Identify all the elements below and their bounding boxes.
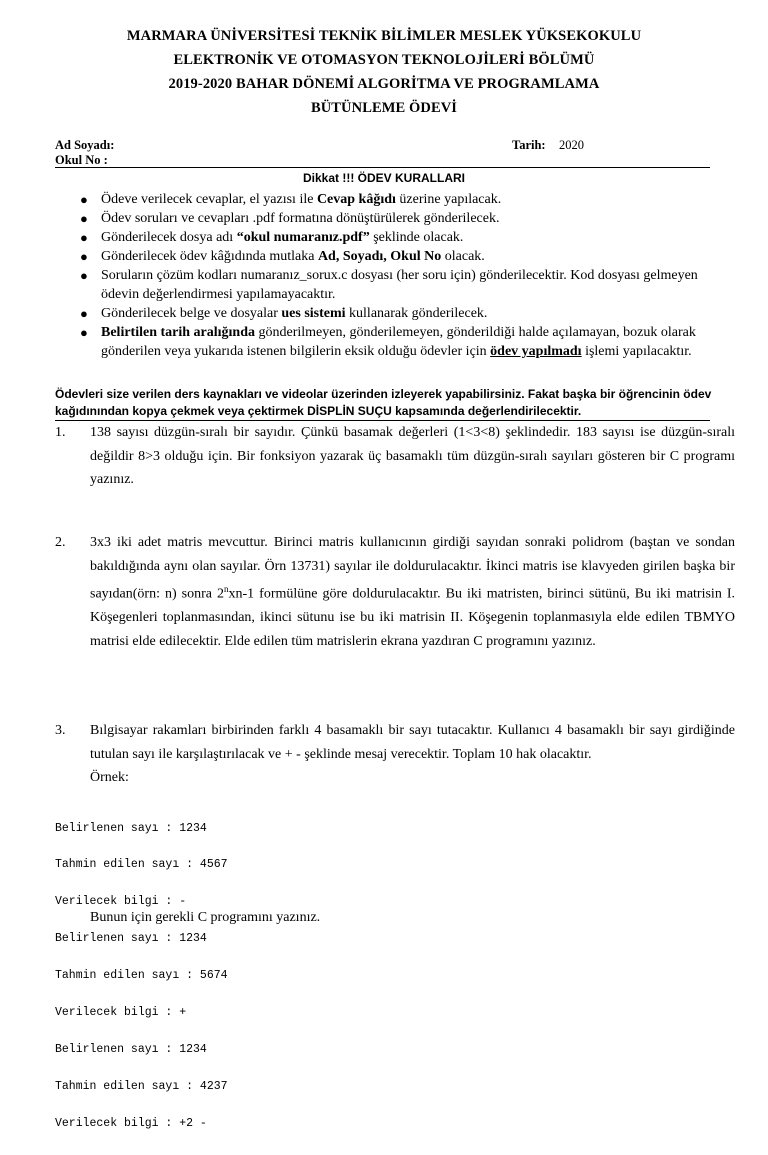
example-line: Verilecek bilgi : - <box>55 895 187 909</box>
example-line: Belirlenen sayı : 1234 <box>55 821 207 835</box>
list-item: ● Gönderilecek ödev kâğıdında mutlaka Ad, Soyadı, Okul No olacak. <box>80 249 485 264</box>
list-item: ● Gönderilecek dosya adı “okul numaranız.pdf” şeklinde olacak. <box>80 230 464 245</box>
header-department: ELEKTRONİK VE OTOMASYON TEKNOLOJİLERİ BÖLÜMÜ <box>173 52 595 68</box>
example-line: Tahmin edilen sayı : 5674 <box>55 969 228 983</box>
final-instruction: Bunun için gerekli C programını yazınız. <box>90 910 321 925</box>
plagiarism-warning: Ödevleri size verilen ders kaynakları ve videolar üzerinden izleyerek yapabilirsiniz. Fakat başka bir öğrencinin ödev kağıdınından kopya çekmek veya çektirmek DİSPLİN SUÇU kapsamında değerlendirilecektir. <box>55 387 712 418</box>
example-output <box>55 798 228 1155</box>
date-label: Tarih: <box>512 138 546 152</box>
example-line: Belirlenen sayı : 1234 <box>55 932 207 946</box>
list-item: ● Ödev soruları ve cevapları .pdf formatına dönüştürülerek gönderilecek. <box>80 211 500 226</box>
bullet-icon: ● <box>80 268 88 283</box>
name-label: Ad Soyadı: <box>55 138 115 152</box>
bullet-icon: ● <box>80 230 88 245</box>
header-university: MARMARA ÜNİVERSİTESİ TEKNİK BİLİMLER MESLEK YÜKSEKOKULU <box>126 28 642 44</box>
example-line: Tahmin edilen sayı : 4567 <box>55 858 228 872</box>
question-number: 2. <box>55 535 66 550</box>
example-line: Belirlenen sayı : 1234 <box>55 1042 207 1056</box>
list-item: ● Gönderilecek belge ve dosyalar ues sistemi kullanarak gönderilecek. <box>80 306 488 321</box>
example-line: Tahmin edilen sayı : 4237 <box>55 1079 228 1093</box>
rules-list <box>78 190 718 361</box>
question-2 <box>55 531 735 653</box>
bullet-icon: ● <box>80 211 88 226</box>
header-exam-title: BÜTÜNLEME ÖDEVİ <box>310 100 458 116</box>
example-line: Verilecek bilgi : +2 - <box>55 1116 207 1130</box>
example-line: Verilecek bilgi : + <box>55 1006 187 1020</box>
question-number: 1. <box>55 425 66 440</box>
example-label: Örnek: <box>90 770 129 785</box>
bullet-icon: ● <box>80 249 88 264</box>
date-value: 2020 <box>559 138 584 152</box>
bullet-icon: ● <box>80 306 88 321</box>
question-text: Bılgisayar rakamları birbirinden farklı 4 basamaklı bir sayı tutacaktır. Kullanıcı 4 basamaklı bir sayı girdiğinde tutulan sayı ile karşılaştırılacak ve + - şeklinde mesaj verecektir. Toplam 10 hak olacaktır. <box>90 723 735 762</box>
list-item: ● Soruların çözüm kodları numaranız_sorux.c dosyası (her soru için) gönderilecektir. Kod dosyası gelmeyen ödevin değerlendirmesi yapılamayacaktır. <box>80 268 698 302</box>
list-item: ● Ödeve verilecek cevaplar, el yazısı ile Cevap kâğıdı üzerine yapılacak. <box>80 192 502 207</box>
divider-top <box>55 167 710 168</box>
list-item: ● Belirtilen tarih aralığında gönderilmeyen, gönderilemeyen, gönderildiği halde açılamayan, bozuk olarak gönderilen veya yukarıda istenen bilgilerin eksik olduğu ödevler için ödev yapılmadı işlemi yapılacaktır. <box>80 325 696 359</box>
question-text: 138 sayısı düzgün-sıralı bir sayıdır. Çünkü basamak değerleri (1<3<8) şeklindedir. 183 sayısı ise düzgün-sıralı değildir 8>3 olduğu için. Bir fonksiyon yazarak üç basamaklı tüm düzgün-sıralı sayıları gösteren bir C programı yazınız. <box>90 425 735 487</box>
question-number: 3. <box>55 723 66 738</box>
question-text: 3x3 iki adet matris mevcuttur. Birinci matris kullanıcının girdiği sayıdan sonraki polidrom (baştan ve sondan bakıldığında aynı olan sayılar. Örn 13731) sayılar ile doldurulacaktır. İkinci matris ise klavyeden girilen başka bir sayıdan(örn: n) sonra 2$^n$xn-1 formülüne göre doldurulacaktır. Bu iki matristen, birinci sütünü, Bu iki matrisin I. Köşegenleri toplanmasından, ikinci sütunu ise bu iki matrisin II. Köşegenin toplanmasıyla elde edilen TBMYO matrisi elde edilecektir. Elde edilen tüm matrislerin ekrana yazdıran C programını yazınız. <box>90 535 735 649</box>
rules-title: Dikkat !!! ÖDEV KURALLARI <box>302 171 465 185</box>
bullet-icon: ● <box>80 325 88 340</box>
question-3 <box>55 719 735 790</box>
school-number-label: Okul No : <box>55 153 108 167</box>
bullet-icon: ● <box>80 192 88 207</box>
header-course: 2019-2020 BAHAR DÖNEMİ ALGORİTMA VE PROGRAMLAMA <box>168 76 600 92</box>
question-1 <box>55 421 735 492</box>
